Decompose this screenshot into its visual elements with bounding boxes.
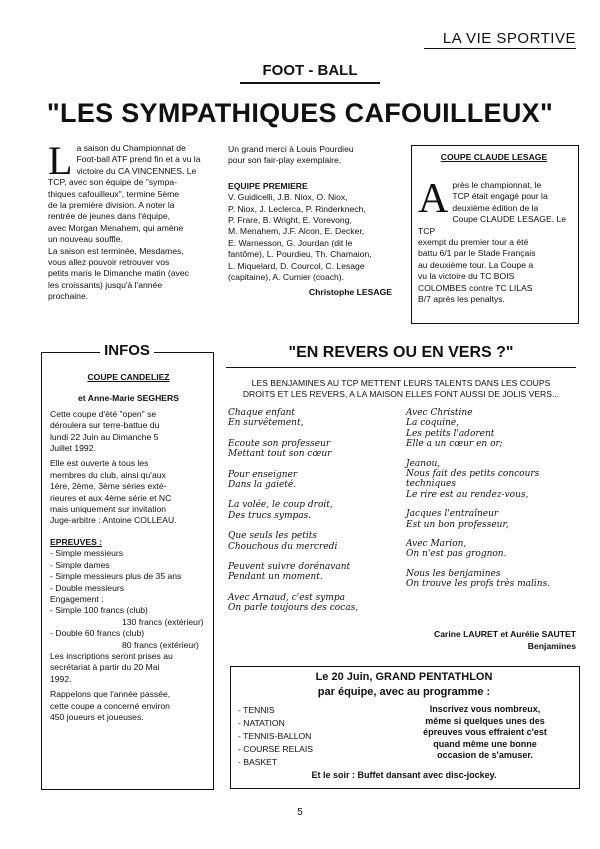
event-item: - Simple dames xyxy=(50,559,110,570)
infos-registration xyxy=(50,651,207,685)
football-article xyxy=(48,138,222,303)
poem-line: Les petits l'adorent xyxy=(406,428,495,439)
poem-line: Ecoute son professeur xyxy=(228,438,331,449)
pentathlon-event-item: - TENNIS-BALLON xyxy=(238,731,312,741)
text-line: déroulera sur terre-battue du xyxy=(50,420,160,431)
events-list xyxy=(50,548,207,594)
poem-line: Nous fait des petits concours techniques xyxy=(406,469,540,490)
text-line: Les inscriptions seront prises au xyxy=(50,650,173,661)
text-line: avec Morgan Menahem, qui amène xyxy=(48,222,184,233)
football-text xyxy=(48,138,222,303)
poem-line: La coquine, xyxy=(406,418,460,429)
poem-line: Pour enseigner xyxy=(228,469,298,480)
poem-stanza xyxy=(228,470,408,491)
text-line: a saison du Championnat de xyxy=(76,143,186,153)
poem-stanza xyxy=(406,539,576,560)
text-line: même si quelques unes des xyxy=(425,715,545,726)
text-line: vu la victoire du TC BOIS xyxy=(418,271,515,282)
text-line: 1992. xyxy=(50,673,72,684)
text-line: P. Niox, J. Leclerca, P. Rinderknech, xyxy=(228,203,366,214)
text-line: membres du club, ainsi qu'aux xyxy=(50,469,166,480)
text-line: B/7 après les penaltys. xyxy=(418,294,505,305)
thanks-text xyxy=(228,144,400,167)
pentathlon-title xyxy=(230,671,578,683)
poem-title-rule xyxy=(226,367,576,368)
event-item: - Simple messieurs plus de 35 ans xyxy=(50,571,182,582)
poem-stanza xyxy=(228,562,408,583)
poem-line: Jeanou, xyxy=(406,458,441,469)
text-line: Cette coupe d'été "open" se xyxy=(50,408,157,419)
pentathlon-date: Le 20 Juin, xyxy=(315,671,376,683)
text-line: thiques cafouilleux", termine 5ème xyxy=(48,188,180,199)
poem-line: Mettant tout son cœur xyxy=(228,449,332,460)
poem-title: "EN REVERS OU EN VERS ?" xyxy=(288,344,514,361)
intro-line: LES BENJAMINES AU TCP METTENT LEURS TALENTS DANS LES COUPS xyxy=(251,378,551,388)
text-line: M. Menahem, J.F. Alcon, E. Decker, xyxy=(228,226,365,237)
infos-eligibility xyxy=(50,458,207,526)
poem-line: Que seuls les petits xyxy=(228,531,317,542)
text-line: quand même une bonne xyxy=(433,738,537,749)
pentathlon-event-item: - TENNIS xyxy=(238,705,275,715)
poem-stanza xyxy=(228,531,408,552)
text-line: cette coupe a concerné environ xyxy=(50,700,170,711)
text-line: Inscrivez vous nombreux, xyxy=(429,704,541,714)
fee-item: - Double 60 francs (club) xyxy=(50,628,145,639)
text-line: TCP était engagé pour la xyxy=(452,191,548,202)
fee-item: 80 francs (extérieur) xyxy=(122,639,199,650)
text-line: La saison est terminée, Mesdames, xyxy=(48,245,184,256)
lesage-cup-article xyxy=(418,176,570,305)
text-line: battu 6/1 par le Stade Français xyxy=(418,248,536,259)
text-line: Rappelons que l'année passée, xyxy=(50,689,171,700)
text-line: Foot-ball ATF prend fin et a vu la xyxy=(76,154,201,165)
page-number: 5 xyxy=(297,807,303,818)
text-line: petits maris le Dimanche matin (avec xyxy=(48,268,189,279)
poem-stanza xyxy=(228,439,408,460)
text-line: près le championnat, le xyxy=(452,180,542,190)
kicker: FOOT - BALL xyxy=(262,62,358,79)
text-line: L. Miquelard, D. Courcol, C. Lesage xyxy=(228,260,365,271)
events-title: EPREUVES : xyxy=(50,536,103,547)
pentathlon-event-item: - BASKET xyxy=(238,757,278,767)
text-line: exempt du premier tour a été xyxy=(418,237,529,248)
poem-line: On n'est pas grognon. xyxy=(406,549,507,560)
poem-line: Avec Marion, xyxy=(406,539,467,550)
text-line: vous allez pouvoir retrouver vos xyxy=(48,257,170,268)
text-line: Juge-arbitre : Antoine COLLEAU. xyxy=(50,515,177,526)
intro-line: DROITS ET LES REVERS, A LA MAISON ELLES FONT AUSSI DE JOLIS VERS... xyxy=(242,389,560,400)
text-line: fantôme), L. Pourdieu, Th. Chamaion, xyxy=(228,249,372,260)
pentathlon-evening: Et le soir : Buffet dansant avec disc-jockey. xyxy=(311,770,497,780)
text-line: pour son fair-play exemplaire. xyxy=(228,155,342,166)
pentathlon-event-item: - NATATION xyxy=(238,718,285,728)
pentathlon-events xyxy=(238,704,358,769)
football-column-2 xyxy=(228,144,400,299)
infos-title: INFOS xyxy=(100,342,154,359)
lesage-cup-title: COUPE CLAUDE LESAGE xyxy=(440,152,548,162)
text-line: P. Frare, B. Wright, E. Vorevong, xyxy=(228,215,352,226)
text-line: victoire du CA VINCENNES. Le xyxy=(76,165,197,176)
pentathlon-subtitle: par équipe, avec au programme : xyxy=(317,686,491,698)
poem-stanza xyxy=(228,500,408,521)
fee-item: - Simple 100 francs (club) xyxy=(50,605,148,616)
dropcap: L xyxy=(48,138,73,183)
poem-line: Dans la gaieté. xyxy=(228,480,297,491)
poem-line: Peuvent suivre dorénavant xyxy=(228,562,351,573)
header-rule xyxy=(424,48,576,49)
text-line: prochaine. xyxy=(48,291,89,302)
text-line: Elle est ouverte à tous les xyxy=(50,458,149,469)
poem-right-column xyxy=(406,408,576,599)
text-line: Un grand merci à Louis Pourdieu xyxy=(228,144,354,154)
poem-line: En survêtement, xyxy=(228,418,304,429)
poem-stanza xyxy=(406,569,576,590)
event-item: - Simple messieurs xyxy=(50,548,124,559)
kicker-underline xyxy=(240,82,380,84)
pentathlon-event: GRAND PENTATHLON xyxy=(375,671,493,683)
text-line: secrétariat à partir du 20 Mai xyxy=(50,662,160,673)
text-line: COLOMBES contre TC LILAS xyxy=(418,282,533,293)
text-line: rieures et aux 4ème série et NC xyxy=(50,492,172,503)
text-line: deuxième édition de la xyxy=(452,202,539,213)
poem-line: Jacques l'entraîneur xyxy=(406,509,499,520)
text-line: 1ère, 2ème, 3ème séries exté- xyxy=(50,481,167,492)
poem-stanza xyxy=(406,509,576,530)
text-line: (capitaine), A. Cumier (coach). xyxy=(228,272,345,283)
poem-line: Est un bon professeur, xyxy=(406,519,509,530)
poem-stanza xyxy=(228,408,408,429)
infos-participation xyxy=(50,689,207,723)
text-line: E. Warnesson, G. Jourdan (dit le xyxy=(228,237,353,248)
text-line: occasion de s'amuser. xyxy=(437,750,533,761)
text-line: épreuves vous effraient c'est xyxy=(423,727,547,738)
poem-stanza xyxy=(406,459,576,501)
poem-stanza xyxy=(406,408,576,450)
poem-authors-role: Benjamines xyxy=(527,641,576,651)
poem-line: Le rire est au rendez-vous, xyxy=(406,489,529,500)
poem-left-column xyxy=(228,408,408,624)
dropcap: A xyxy=(418,176,449,222)
poem-line: Elle a un cœur en or; xyxy=(406,439,503,450)
poem-line: Avec Christine xyxy=(406,408,473,418)
section-header: LA VIE SPORTIVE xyxy=(442,30,576,47)
text-line: V. Guidicelli, J.B. Niox, O. Niox, xyxy=(228,192,348,203)
candeliez-title: COUPE CANDELIEZ xyxy=(87,372,170,382)
text-line: lundi 22 Juin au Dimanche 5 xyxy=(50,431,159,442)
text-line: rentrée de jeunes dans l'équipe, xyxy=(48,211,171,222)
text-line: Coupe CLAUDE LESAGE. Le TCP xyxy=(418,214,567,236)
poem-line: Chouchous du mercredi xyxy=(228,541,338,552)
pentathlon-event-item: - COURSE RELAIS xyxy=(238,744,313,754)
text-line: 450 joueurs et joueuses. xyxy=(50,711,144,722)
text-line: mais uniquement sur invitation xyxy=(50,504,167,515)
poem-stanza xyxy=(228,593,408,614)
poem-authors: Carine LAURET et Aurélie SAUTET xyxy=(434,629,576,639)
fees-list xyxy=(50,605,207,651)
infos-content xyxy=(50,372,207,723)
fees-title: Engagement : xyxy=(50,593,104,604)
poem-line: Des trucs sympas. xyxy=(228,510,312,521)
poem-line: Chaque enfant xyxy=(228,408,296,418)
team-title: EQUIPE PREMIERE xyxy=(228,180,308,191)
text-line: au deuxième tour. La Coupe a xyxy=(418,259,534,270)
poem-line: La volée, le coup droit, xyxy=(228,500,333,511)
text-line: Juillet 1992. xyxy=(50,443,96,454)
team-roster xyxy=(228,192,400,283)
text-line: les croissants) jusqu'à l'année xyxy=(48,279,163,290)
text-line: TCP, avec son équipe de "sympa- xyxy=(48,177,178,188)
pentathlon-invite xyxy=(400,704,570,762)
headline: "LES SYMPATHIQUES CAFOUILLEUX" xyxy=(46,98,554,128)
poem-line: Avec Arnaud, c'est sympa xyxy=(228,592,345,603)
poem-intro xyxy=(226,378,576,401)
poem-line: Pendant un moment. xyxy=(228,572,323,583)
article-author: Christophe LESAGE xyxy=(308,287,392,298)
text-line: de la première division. A noter la xyxy=(48,200,175,211)
text-line: un nouveau souffle. xyxy=(48,234,123,245)
infos-dates xyxy=(50,409,207,455)
event-item: - Double messieurs xyxy=(50,582,125,593)
fee-item: 130 francs (extérieur) xyxy=(122,616,204,627)
poem-line: On parle toujours des cocas, xyxy=(228,603,359,614)
candeliez-subtitle: et Anne-Marie SEGHERS xyxy=(78,393,179,404)
poem-line: On trouve les profs très malins. xyxy=(406,579,551,590)
poem-line: Nous les benjamines xyxy=(406,568,501,579)
